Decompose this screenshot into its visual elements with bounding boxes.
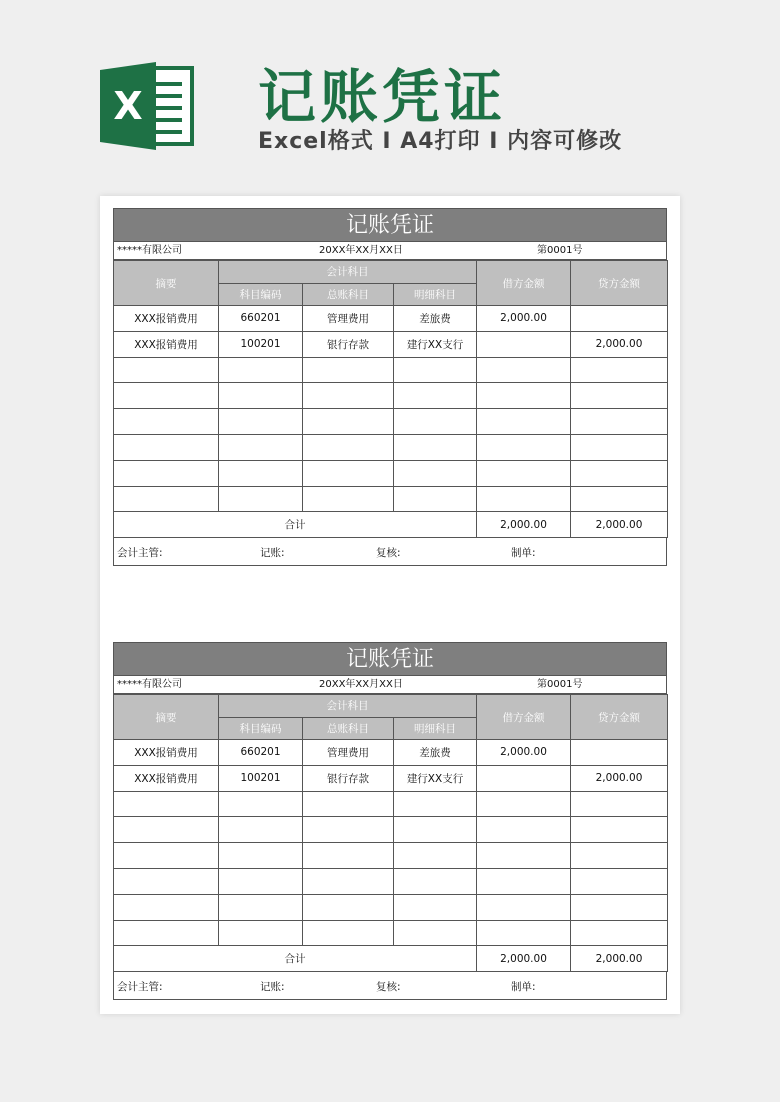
voucher-number: 第0001号 xyxy=(537,679,583,690)
cell-account-code[interactable] xyxy=(219,791,303,817)
voucher-number: 第0001号 xyxy=(537,245,583,256)
header-general-account: 总账科目 xyxy=(303,283,394,306)
cell-detail-account[interactable] xyxy=(394,460,477,486)
cell-summary[interactable] xyxy=(114,486,219,512)
cell-summary[interactable] xyxy=(114,383,219,409)
signature-row xyxy=(113,538,667,566)
voucher-table xyxy=(113,260,668,538)
cell-debit[interactable] xyxy=(477,920,571,946)
cell-general-account[interactable] xyxy=(303,791,394,817)
cell-credit[interactable] xyxy=(571,409,668,435)
cell-account-code[interactable] xyxy=(219,434,303,460)
table-row xyxy=(114,486,668,512)
cell-debit[interactable] xyxy=(477,434,571,460)
cell-debit[interactable] xyxy=(477,868,571,894)
cell-credit[interactable] xyxy=(571,357,668,383)
cell-credit[interactable] xyxy=(571,868,668,894)
cell-credit[interactable]: 2,000.00 xyxy=(571,765,668,791)
cell-credit[interactable] xyxy=(571,817,668,843)
cell-credit[interactable] xyxy=(571,843,668,869)
voucher-title: 记账凭证 xyxy=(113,642,667,676)
total-label: 合计 xyxy=(114,512,477,538)
cell-detail-account[interactable]: 差旅费 xyxy=(394,306,477,332)
banner xyxy=(0,0,780,190)
header-debit: 借方金额 xyxy=(477,695,571,740)
cell-credit[interactable] xyxy=(571,306,668,332)
cell-account-code[interactable] xyxy=(219,894,303,920)
cell-credit[interactable] xyxy=(571,460,668,486)
header-general-account: 总账科目 xyxy=(303,717,394,740)
cell-account-code[interactable] xyxy=(219,486,303,512)
bookkeeper-label: 记账: xyxy=(260,547,285,560)
company-name: *****有限公司 xyxy=(117,245,182,256)
cell-debit[interactable] xyxy=(477,486,571,512)
cell-account-code[interactable] xyxy=(219,920,303,946)
header-account-code: 科目编码 xyxy=(219,717,303,740)
cell-detail-account[interactable] xyxy=(394,357,477,383)
cell-credit[interactable]: 2,000.00 xyxy=(571,331,668,357)
cell-general-account[interactable]: 银行存款 xyxy=(303,331,394,357)
table-row xyxy=(114,383,668,409)
cell-general-account[interactable] xyxy=(303,817,394,843)
table-row xyxy=(114,894,668,920)
header-account-code: 科目编码 xyxy=(219,283,303,306)
page-title: 记账凭证 xyxy=(258,63,507,131)
table-row xyxy=(114,843,668,869)
header-account-group: 会计科目 xyxy=(219,695,477,718)
preparer-label: 制单: xyxy=(511,981,536,994)
excel-logo-icon xyxy=(98,56,198,156)
cell-general-account[interactable] xyxy=(303,434,394,460)
cell-summary[interactable]: XXX报销费用 xyxy=(114,765,219,791)
cell-detail-account[interactable] xyxy=(394,791,477,817)
cell-detail-account[interactable] xyxy=(394,409,477,435)
cell-debit[interactable] xyxy=(477,843,571,869)
cell-summary[interactable] xyxy=(114,843,219,869)
cell-detail-account[interactable] xyxy=(394,486,477,512)
cell-debit[interactable] xyxy=(477,894,571,920)
voucher xyxy=(113,208,667,566)
cell-account-code[interactable] xyxy=(219,460,303,486)
table-row xyxy=(114,306,668,332)
cell-detail-account[interactable]: 差旅费 xyxy=(394,740,477,766)
cell-detail-account[interactable]: 建行XX支行 xyxy=(394,765,477,791)
table-row xyxy=(114,817,668,843)
total-row xyxy=(114,512,668,538)
cell-summary[interactable] xyxy=(114,409,219,435)
cell-summary[interactable]: XXX报销费用 xyxy=(114,306,219,332)
table-row xyxy=(114,357,668,383)
cell-debit[interactable]: 2,000.00 xyxy=(477,740,571,766)
voucher-info-row xyxy=(113,676,667,694)
table-row xyxy=(114,331,668,357)
cell-account-code[interactable] xyxy=(219,357,303,383)
logo-letter: X xyxy=(113,84,143,128)
table-row xyxy=(114,434,668,460)
cell-credit[interactable] xyxy=(571,920,668,946)
cell-summary[interactable] xyxy=(114,817,219,843)
cell-account-code[interactable] xyxy=(219,383,303,409)
cell-general-account[interactable]: 银行存款 xyxy=(303,765,394,791)
supervisor-label: 会计主管: xyxy=(117,547,163,560)
cell-debit[interactable] xyxy=(477,357,571,383)
cell-general-account[interactable] xyxy=(303,868,394,894)
table-row xyxy=(114,409,668,435)
header-account-group: 会计科目 xyxy=(219,261,477,284)
cell-general-account[interactable] xyxy=(303,920,394,946)
header-debit: 借方金额 xyxy=(477,261,571,306)
cell-credit[interactable] xyxy=(571,434,668,460)
table-row xyxy=(114,460,668,486)
voucher-date: 20XX年XX月XX日 xyxy=(319,245,403,256)
cell-account-code[interactable]: 100201 xyxy=(219,765,303,791)
cell-account-code[interactable]: 660201 xyxy=(219,740,303,766)
header-detail-account: 明细科目 xyxy=(394,283,477,306)
cell-detail-account[interactable] xyxy=(394,868,477,894)
cell-summary[interactable]: XXX报销费用 xyxy=(114,331,219,357)
cell-credit[interactable] xyxy=(571,894,668,920)
cell-general-account[interactable] xyxy=(303,357,394,383)
voucher-table xyxy=(113,694,668,972)
page-subtitle: Excel格式 I A4打印 I 内容可修改 xyxy=(258,129,623,154)
cell-general-account[interactable]: 管理费用 xyxy=(303,306,394,332)
cell-credit[interactable] xyxy=(571,486,668,512)
signature-row xyxy=(113,972,667,1000)
cell-summary[interactable] xyxy=(114,920,219,946)
table-row xyxy=(114,791,668,817)
cell-debit[interactable] xyxy=(477,817,571,843)
voucher-date: 20XX年XX月XX日 xyxy=(319,679,403,690)
cell-detail-account[interactable] xyxy=(394,817,477,843)
total-debit: 2,000.00 xyxy=(477,512,571,538)
table-row xyxy=(114,920,668,946)
total-credit: 2,000.00 xyxy=(571,512,668,538)
total-debit: 2,000.00 xyxy=(477,946,571,972)
cell-credit[interactable] xyxy=(571,791,668,817)
cell-detail-account[interactable] xyxy=(394,920,477,946)
cell-account-code[interactable]: 660201 xyxy=(219,306,303,332)
supervisor-label: 会计主管: xyxy=(117,981,163,994)
header-credit: 贷方金额 xyxy=(571,261,668,306)
document-sheet xyxy=(100,196,680,1014)
cell-general-account[interactable]: 管理费用 xyxy=(303,740,394,766)
cell-summary[interactable] xyxy=(114,791,219,817)
cell-detail-account[interactable] xyxy=(394,383,477,409)
company-name: *****有限公司 xyxy=(117,679,182,690)
header-credit: 贷方金额 xyxy=(571,695,668,740)
cell-account-code[interactable] xyxy=(219,843,303,869)
cell-general-account[interactable] xyxy=(303,894,394,920)
preparer-label: 制单: xyxy=(511,547,536,560)
cell-credit[interactable] xyxy=(571,383,668,409)
cell-summary[interactable]: XXX报销费用 xyxy=(114,740,219,766)
cell-general-account[interactable] xyxy=(303,383,394,409)
cell-debit[interactable] xyxy=(477,383,571,409)
voucher-title: 记账凭证 xyxy=(113,208,667,242)
table-row xyxy=(114,765,668,791)
total-row xyxy=(114,946,668,972)
voucher-info-row xyxy=(113,242,667,260)
cell-debit[interactable] xyxy=(477,331,571,357)
cell-detail-account[interactable] xyxy=(394,894,477,920)
cell-credit[interactable] xyxy=(571,740,668,766)
cell-summary[interactable] xyxy=(114,894,219,920)
cell-debit[interactable] xyxy=(477,791,571,817)
reviewer-label: 复核: xyxy=(376,981,401,994)
reviewer-label: 复核: xyxy=(376,547,401,560)
cell-debit[interactable] xyxy=(477,765,571,791)
cell-account-code[interactable] xyxy=(219,817,303,843)
table-row xyxy=(114,868,668,894)
cell-account-code[interactable] xyxy=(219,868,303,894)
cell-debit[interactable]: 2,000.00 xyxy=(477,306,571,332)
cell-summary[interactable] xyxy=(114,460,219,486)
cell-summary[interactable] xyxy=(114,868,219,894)
header-summary: 摘要 xyxy=(114,261,219,306)
cell-detail-account[interactable] xyxy=(394,843,477,869)
cell-general-account[interactable] xyxy=(303,460,394,486)
cell-general-account[interactable] xyxy=(303,843,394,869)
cell-account-code[interactable]: 100201 xyxy=(219,331,303,357)
total-credit: 2,000.00 xyxy=(571,946,668,972)
cell-detail-account[interactable] xyxy=(394,434,477,460)
cell-general-account[interactable] xyxy=(303,409,394,435)
cell-summary[interactable] xyxy=(114,357,219,383)
total-label: 合计 xyxy=(114,946,477,972)
cell-general-account[interactable] xyxy=(303,486,394,512)
cell-summary[interactable] xyxy=(114,434,219,460)
cell-account-code[interactable] xyxy=(219,409,303,435)
header-detail-account: 明细科目 xyxy=(394,717,477,740)
cell-debit[interactable] xyxy=(477,409,571,435)
header-summary: 摘要 xyxy=(114,695,219,740)
voucher xyxy=(113,642,667,1000)
cell-debit[interactable] xyxy=(477,460,571,486)
table-row xyxy=(114,740,668,766)
bookkeeper-label: 记账: xyxy=(260,981,285,994)
cell-detail-account[interactable]: 建行XX支行 xyxy=(394,331,477,357)
